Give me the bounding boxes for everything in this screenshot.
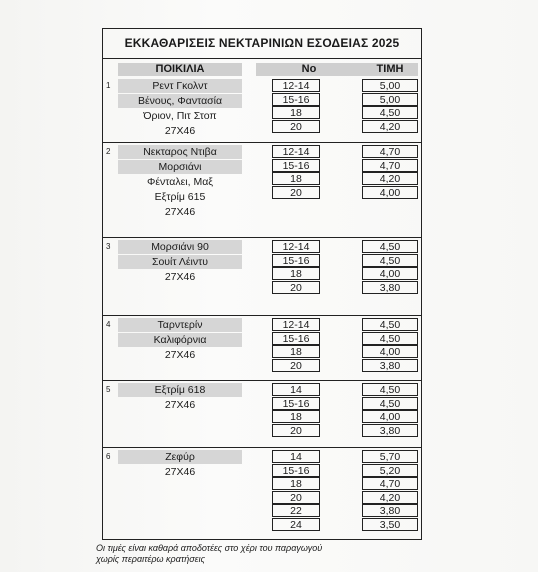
footer-note-line1: Οι τιμές είναι καθαρά αποδοτέες στο χέρι του παραγωγού xyxy=(96,543,323,553)
price-cell: 4,50 xyxy=(362,254,418,267)
price-cell: 3,80 xyxy=(362,359,418,372)
variety-line: 27Χ46 xyxy=(164,466,196,478)
size-cell: 15-16 xyxy=(272,397,320,410)
size-cell: 15-16 xyxy=(272,332,320,345)
price-cell: 4,20 xyxy=(362,120,418,133)
variety-line: Καλιφόρνια xyxy=(118,333,242,347)
size-cell: 12-14 xyxy=(272,240,320,253)
group-number: 3 xyxy=(106,242,111,251)
size-cell: 20 xyxy=(272,186,320,199)
group-divider xyxy=(102,315,422,316)
size-cell: 18 xyxy=(272,267,320,280)
group-number: 5 xyxy=(106,385,111,394)
price-cell: 3,80 xyxy=(362,281,418,294)
variety-line: Ζεφύρ xyxy=(118,450,242,464)
size-cell: 12-14 xyxy=(272,145,320,158)
price-cell: 4,50 xyxy=(362,397,418,410)
size-cell: 20 xyxy=(272,281,320,294)
group-number: 6 xyxy=(106,452,111,461)
price-cell: 4,00 xyxy=(362,186,418,199)
size-cell: 20 xyxy=(272,424,320,437)
price-cell: 5,00 xyxy=(362,79,418,92)
header-variety: ΠΟΙΚΙΛΙΑ xyxy=(118,63,242,76)
group-divider xyxy=(102,142,422,143)
variety-line: 27Χ46 xyxy=(164,349,196,361)
price-cell: 3,80 xyxy=(362,424,418,437)
price-cell: 5,00 xyxy=(362,93,418,106)
variety-line: Εξτρίμ 618 xyxy=(118,383,242,397)
size-cell: 15-16 xyxy=(272,93,320,106)
price-cell: 4,00 xyxy=(362,410,418,423)
variety-line: 27Χ46 xyxy=(164,271,196,283)
variety-line: Μορσιάνι xyxy=(118,160,242,174)
variety-line: Μορσιάνι 90 xyxy=(118,240,242,254)
size-cell: 15-16 xyxy=(272,464,320,477)
price-cell: 4,70 xyxy=(362,477,418,490)
size-cell: 18 xyxy=(272,410,320,423)
variety-line: Σουίτ Λέιντυ xyxy=(118,255,242,269)
size-cell: 12-14 xyxy=(272,318,320,331)
variety-line: Ρεντ Γκολντ xyxy=(118,79,242,93)
variety-line: Φένταλει, Μαξ xyxy=(147,176,213,188)
variety-line: Όριον, Πιτ Στοπ xyxy=(143,110,217,122)
variety-line: 27Χ46 xyxy=(164,206,196,218)
size-cell: 20 xyxy=(272,120,320,133)
size-cell: 18 xyxy=(272,477,320,490)
variety-line: Εξτρίμ 615 xyxy=(154,191,206,203)
price-cell: 4,70 xyxy=(362,145,418,158)
header-no: No xyxy=(256,63,362,76)
size-cell: 24 xyxy=(272,518,320,531)
footer-note-line2: χωρίς περαιτέρω κρατήσεις xyxy=(96,554,205,564)
group-divider xyxy=(102,237,422,238)
price-cell: 3,50 xyxy=(362,518,418,531)
price-cell: 4,50 xyxy=(362,383,418,396)
size-cell: 15-16 xyxy=(272,254,320,267)
group-number: 2 xyxy=(106,147,111,156)
variety-line: Βένους, Φαντασία xyxy=(118,94,242,108)
size-cell: 15-16 xyxy=(272,159,320,172)
price-cell: 4,20 xyxy=(362,172,418,185)
price-cell: 5,20 xyxy=(362,464,418,477)
variety-line: Νεκταρος Ντιβα xyxy=(118,145,242,159)
size-cell: 18 xyxy=(272,345,320,358)
header-price: ΤΙΜΗ xyxy=(362,63,418,76)
price-cell: 4,50 xyxy=(362,106,418,119)
price-cell: 5,70 xyxy=(362,450,418,463)
size-cell: 22 xyxy=(272,504,320,517)
variety-line: 27Χ46 xyxy=(164,399,196,411)
price-cell: 4,50 xyxy=(362,240,418,253)
price-cell: 4,20 xyxy=(362,491,418,504)
group-divider xyxy=(102,380,422,381)
variety-line: 27Χ46 xyxy=(164,125,196,137)
price-cell: 4,00 xyxy=(362,345,418,358)
price-cell: 4,50 xyxy=(362,332,418,345)
size-cell: 20 xyxy=(272,491,320,504)
group-divider xyxy=(102,447,422,448)
price-cell: 4,00 xyxy=(362,267,418,280)
price-cell: 4,70 xyxy=(362,159,418,172)
price-cell: 4,50 xyxy=(362,318,418,331)
size-cell: 18 xyxy=(272,172,320,185)
size-cell: 14 xyxy=(272,450,320,463)
size-cell: 14 xyxy=(272,383,320,396)
variety-line: Ταρντερίν xyxy=(118,318,242,332)
size-cell: 18 xyxy=(272,106,320,119)
group-number: 4 xyxy=(106,320,111,329)
document-title: ΕΚΚΑΘΑΡΙΣΕΙΣ ΝΕΚΤΑΡΙΝΙΩΝ ΕΣΟΔΕΙΑΣ 2025 xyxy=(124,36,400,50)
title-divider xyxy=(102,58,422,59)
price-cell: 3,80 xyxy=(362,504,418,517)
size-cell: 20 xyxy=(272,359,320,372)
group-number: 1 xyxy=(106,81,111,90)
size-cell: 12-14 xyxy=(272,79,320,92)
